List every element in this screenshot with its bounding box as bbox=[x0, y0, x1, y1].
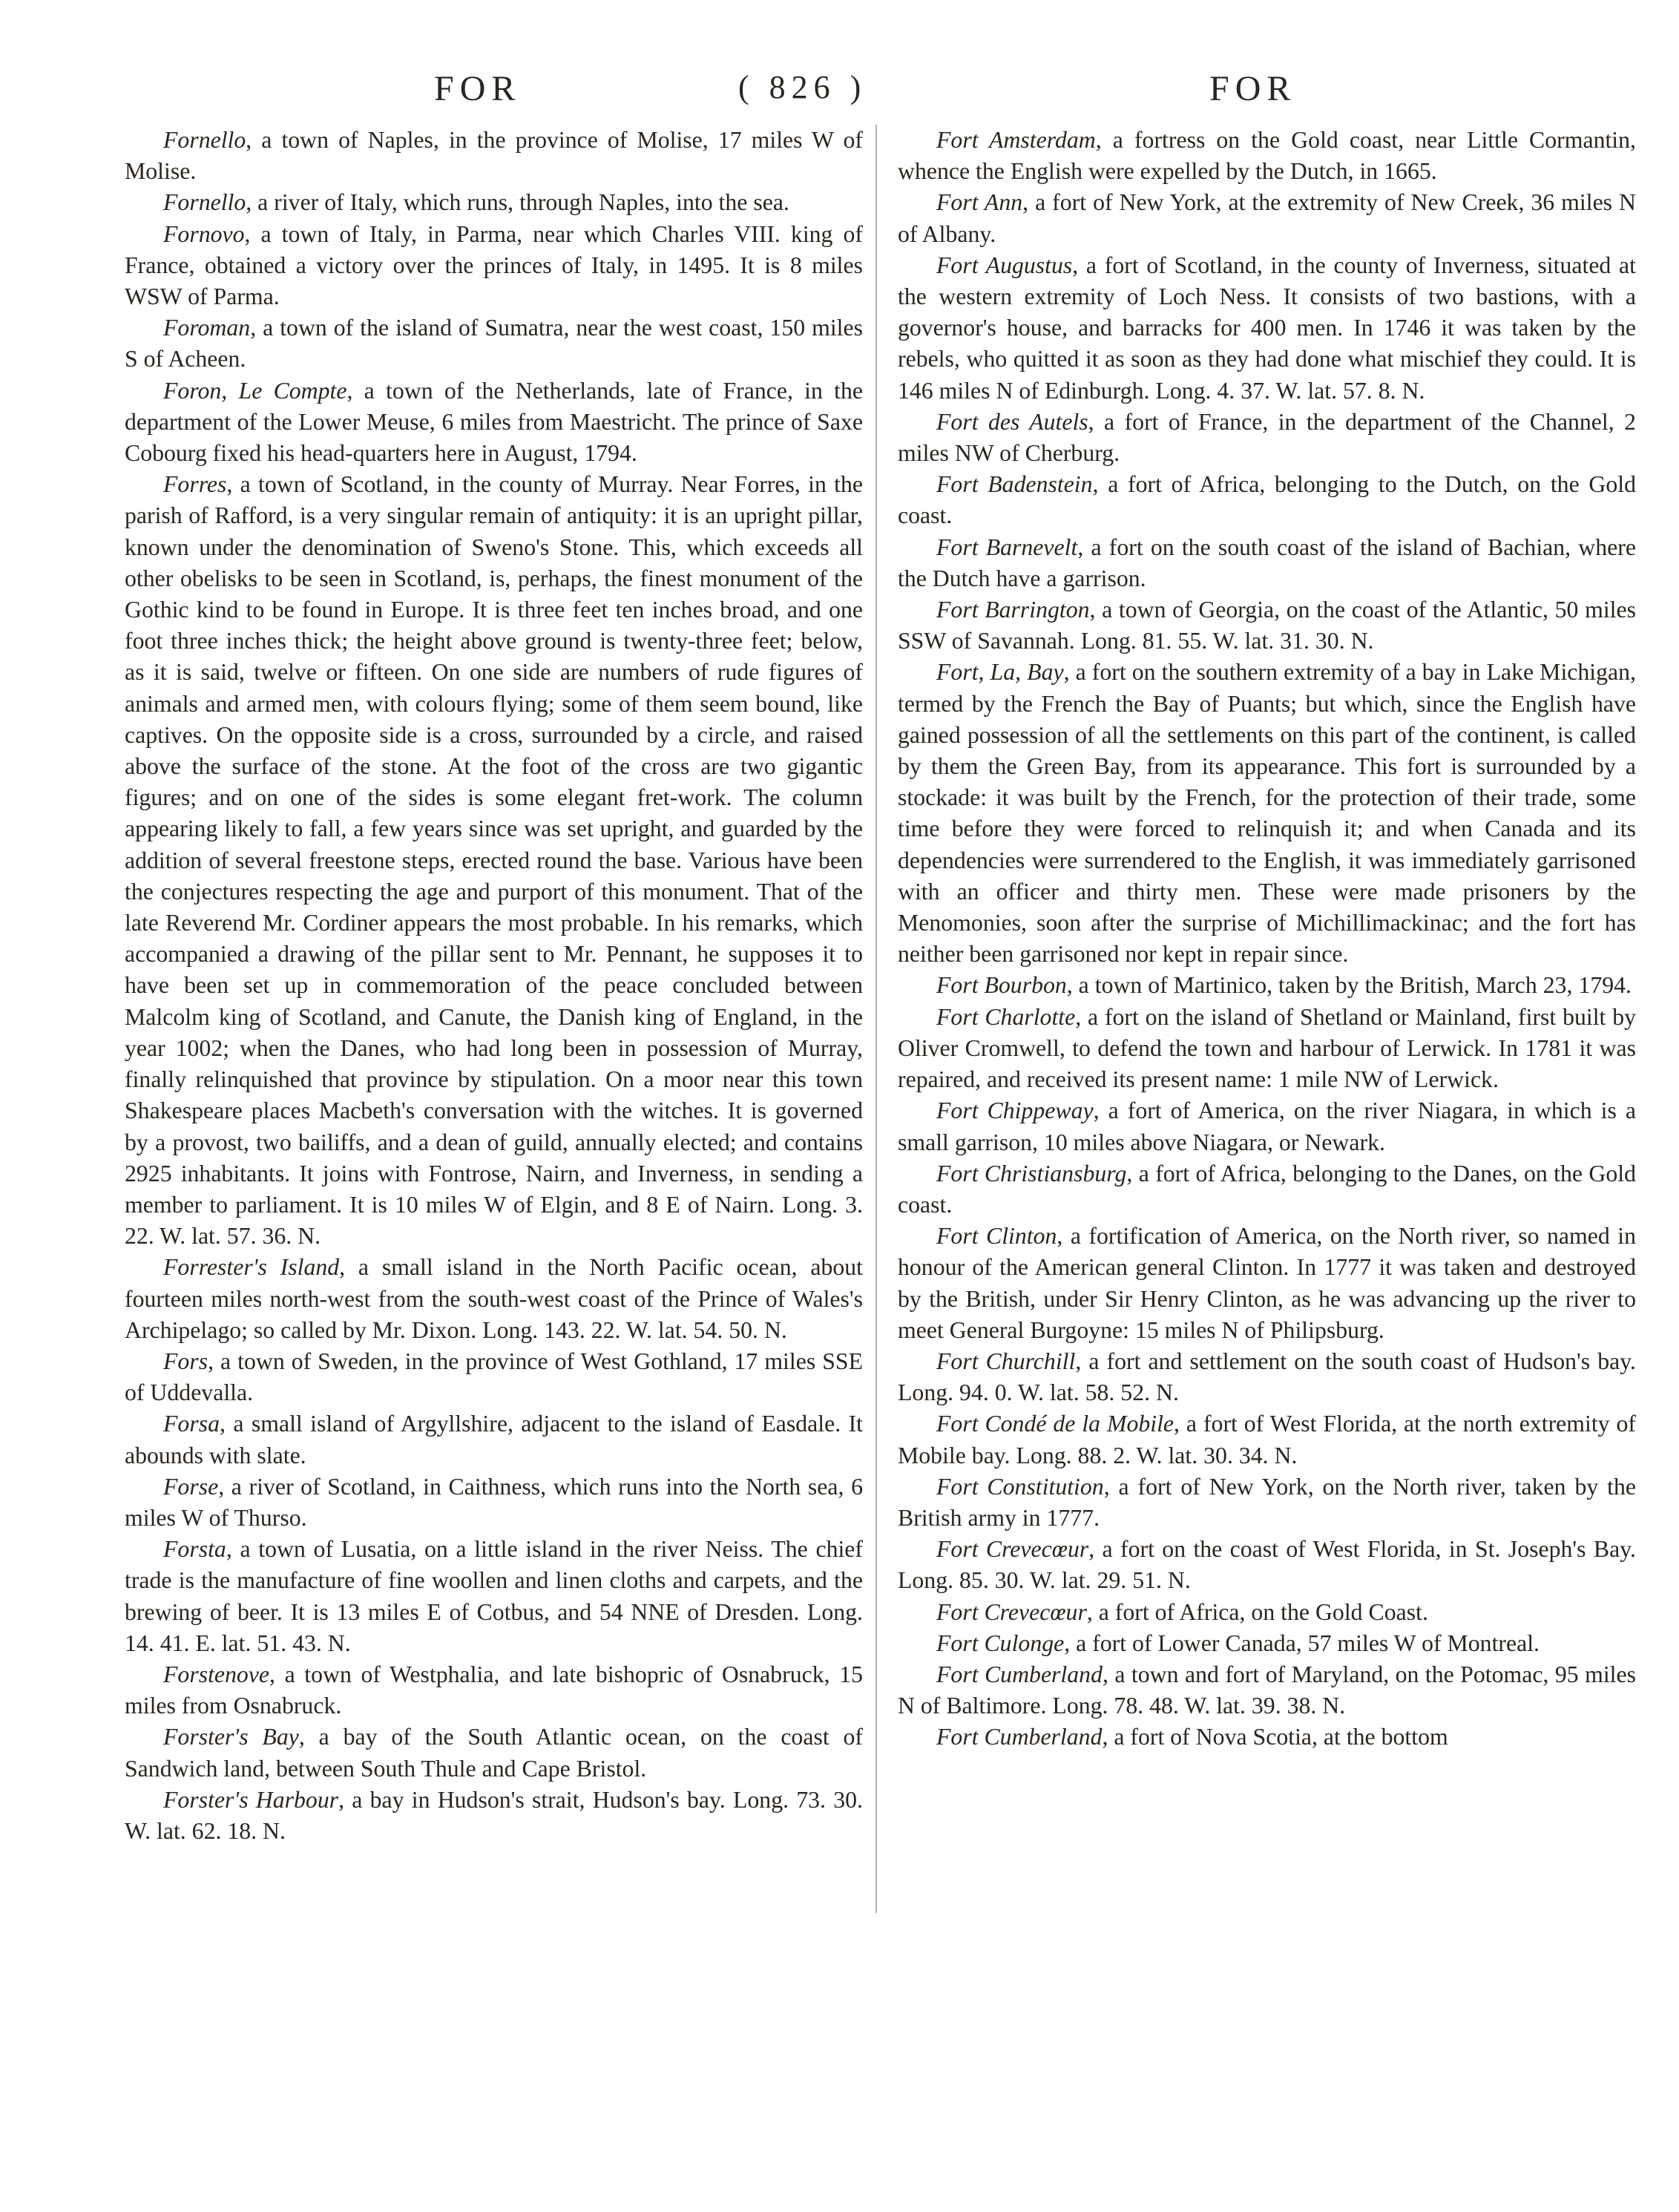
gazetteer-entry bbox=[898, 532, 1636, 594]
entry-description: , a small island of Argyllshire, adjacent to the island of Easdale. It abounds with slate. bbox=[125, 1411, 863, 1468]
entry-headword: Forsta bbox=[163, 1536, 226, 1563]
entry-headword: Forstenove bbox=[163, 1661, 270, 1687]
gazetteer-entry bbox=[125, 1346, 863, 1408]
entry-headword: Fort Badenstein bbox=[936, 471, 1093, 498]
gazetteer-entry bbox=[125, 1408, 863, 1471]
header-left-guide-word: FOR bbox=[434, 69, 522, 108]
gazetteer-entry bbox=[125, 469, 863, 1252]
entry-description: , a fort of Africa, on the Gold Coast. bbox=[1086, 1598, 1428, 1625]
entry-description: , a fort of Africa, belonging to the Dutch, on the Gold coast. bbox=[898, 471, 1636, 529]
entry-description: , a fort of New York, at the extremity of New Creek, 36 miles N of Albany. bbox=[898, 189, 1636, 247]
entry-headword: Fort des Autels bbox=[936, 408, 1088, 435]
entry-headword: Fort Ann bbox=[936, 189, 1023, 216]
entry-headword: Foron, Le Compte bbox=[163, 377, 347, 404]
entry-headword: Fort Barnevelt bbox=[936, 534, 1078, 560]
entry-description: , a fort of Africa, belonging to the Danes, on the Gold coast. bbox=[898, 1160, 1636, 1218]
entry-description: , a fortification of America, on the North river, so named in honour of the American general Clinton. In 1777 it was taken and destroyed by the British, under Sir Henry Clinton, as he was advancing up the river to meet General Burgoyne: 15 miles N of Philipsburg. bbox=[898, 1223, 1636, 1343]
gazetteer-entry bbox=[898, 1095, 1636, 1158]
entry-description: , a fort on the south coast of the island of Bachian, where the Dutch have a garrison. bbox=[898, 534, 1636, 591]
column-divider bbox=[875, 125, 877, 1913]
gazetteer-entry bbox=[898, 1471, 1636, 1534]
gazetteer-entry bbox=[898, 1221, 1636, 1346]
entry-headword: Forres bbox=[163, 471, 227, 498]
entry-description: , a river of Italy, which runs, through Naples, into the sea. bbox=[246, 189, 789, 216]
gazetteer-entry bbox=[125, 1252, 863, 1346]
entry-headword: Fort Constitution bbox=[936, 1473, 1104, 1500]
entry-headword: Fort Cumberland bbox=[936, 1661, 1103, 1687]
entry-headword: Foroman bbox=[163, 315, 251, 341]
entry-headword: Fort Bourbon bbox=[936, 972, 1067, 999]
right-column bbox=[898, 125, 1636, 2173]
left-column bbox=[125, 125, 863, 2173]
gazetteer-entry bbox=[898, 594, 1636, 657]
entry-headword: Forsa bbox=[163, 1411, 220, 1437]
entry-description: , a town and fort of Maryland, on the Potomac, 95 miles N of Baltimore. Long. 78. 48. W. lat. 39. 38. N. bbox=[898, 1661, 1636, 1719]
gazetteer-entry bbox=[125, 219, 863, 313]
entry-description: , a river of Scotland, in Caithness, which runs into the North sea, 6 miles W of Thurso. bbox=[125, 1473, 863, 1531]
entry-description: , a fort of Lower Canada, 57 miles W of Montreal. bbox=[1064, 1630, 1540, 1656]
entry-description: , a town of Lusatia, on a little island in the river Neiss. The chief trade is the manufacture of fine woollen and linen cloths and carpets, and the brewing of beer. It is 13 miles E of Cotbus, and 54 NNE of Dresden. Long. 14. 41. E. lat. 51. 43. N. bbox=[125, 1536, 863, 1656]
gazetteer-entry bbox=[898, 1158, 1636, 1221]
header-right-guide-word: FOR bbox=[1209, 69, 1297, 108]
entry-description: , a bay in Hudson's strait, Hudson's bay. Long. 73. 30. W. lat. 62. 18. N. bbox=[125, 1786, 863, 1844]
entry-headword: Fornello bbox=[163, 189, 246, 216]
gazetteer-entry bbox=[125, 187, 863, 218]
entry-description: , a town of Martinico, taken by the British, March 23, 1794. bbox=[1066, 972, 1632, 999]
entry-headword: Fort Crevecœur bbox=[936, 1598, 1087, 1625]
entry-description: , a fort of West Florida, at the north extremity of Mobile bay. Long. 88. 2. W. lat. 30. 34. N. bbox=[898, 1411, 1636, 1468]
running-header bbox=[126, 68, 1565, 128]
entry-description: , a fort on the southern extremity of a bay in Lake Michigan, termed by the French the Bay of Puants; but which, since the English have gained possession of all the settlements on this part of the continent, is called by them the Green Bay, from its appearance. This fort is surrounded by a stockade: it was built by the French, for the protection of their trade, some time before they were forced to relinquish it; and when Canada and its dependencies were surrendered to the English, it was immediately garrisoned with an officer and thirty men. These were made prisoners by the Menomonies, soon after the surprise of Michillimackinac; and the fort has neither been garrisoned nor kept in repair since. bbox=[898, 659, 1636, 968]
gazetteer-entry bbox=[125, 1659, 863, 1722]
gazetteer-entry bbox=[898, 187, 1636, 249]
entry-headword: Fort Christiansburg bbox=[936, 1160, 1127, 1187]
gazetteer-entry bbox=[125, 125, 863, 187]
gazetteer-entry bbox=[898, 250, 1636, 407]
entry-description: , a town of Westphalia, and late bishopric of Osnabruck, 15 miles from Osnabruck. bbox=[125, 1661, 863, 1719]
entry-description: , a bay of the South Atlantic ocean, on the coast of Sandwich land, between South Thule and Cape Bristol. bbox=[125, 1724, 863, 1782]
gazetteer-entry bbox=[125, 1534, 863, 1659]
entry-headword: Fort, La, Bay bbox=[936, 659, 1064, 686]
gazetteer-entry bbox=[898, 1408, 1636, 1471]
entry-headword: Fors bbox=[163, 1348, 208, 1374]
entry-description: , a fort of France, in the department of the Channel, 2 miles NW of Cherburg. bbox=[898, 408, 1636, 467]
entry-description: , a town of Scotland, in the county of Murray. Near Forres, in the parish of Rafford, is a very singular remain of antiquity: it is an upright pillar, known under the denomination of Sweno's Stone. This, which exceeds all other obelisks to be seen in Scotland, is, perhaps, the finest monument of the Gothic kind to be found in Europe. It is three feet ten inches broad, and one foot three inches thick; the height above ground is twenty-three feet; below, as it is said, twelve or fifteen. On one side are numbers of rude figures of animals and armed men, with colours flying; some of them seem bound, like captives. On the opposite side is a cross, surrounded by a circle, and raised above the surface of the stone. At the foot of the cross are two gigantic figures; and on one of the sides is some elegant fret-work. The column appearing likely to fall, a few years since was set upright, and guarded by the addition of several freestone steps, erected round the base. Various have been the conjectures respecting the age and purport of this monument. That of the late Reverend Mr. Cordiner appears the most probable. In his remarks, which accompanied a drawing of the pillar sent to Mr. Pennant, he supposes it to have been set up in commemoration of the peace concluded between Malcolm king of Scotland, and Canute, the Danish king of England, in the year 1002; when the Danes, who had long been in possession of Murray, finally relinquished that province by stipulation. On a moor near this town Shakespeare places Macbeth's conversation with the witches. It is governed by a provost, two bailiffs, and a dean of guild, annually elected; and contains 2925 inhabitants. It joins with Fontrose, Nairn, and Inverness, in sending a member to parliament. It is 10 miles W of Elgin, and 8 E of Nairn. Long. 3. 22. W. lat. 57. 36. N. bbox=[125, 471, 863, 1250]
entry-description: , a town of Naples, in the province of Molise, 17 miles W of Molise. bbox=[125, 127, 863, 185]
gazetteer-entry bbox=[898, 469, 1636, 531]
entry-description: , a fort on the island of Shetland or Mainland, first built by Oliver Cromwell, to defend the town and harbour of Lerwick. In 1781 it was repaired, and received its present name: 1 mile NW of Lerwick. bbox=[898, 1003, 1636, 1093]
gazetteer-entry bbox=[125, 1785, 863, 1847]
entry-headword: Fornello bbox=[163, 127, 246, 153]
gazetteer-entry bbox=[898, 407, 1636, 469]
entry-headword: Forse bbox=[163, 1473, 219, 1500]
entry-headword: Fort Condé de la Mobile bbox=[936, 1411, 1174, 1437]
entry-headword: Forster's Harbour bbox=[163, 1786, 339, 1813]
entry-headword: Fort Crevecœur bbox=[936, 1536, 1089, 1563]
entry-description: , a fortress on the Gold coast, near Little Cormantin, whence the English were expelled by the Dutch, in 1665. bbox=[898, 127, 1636, 185]
entry-description: , a town of the island of Sumatra, near the west coast, 150 miles S of Acheen. bbox=[125, 315, 863, 373]
entry-description: , a town of the Netherlands, late of France, in the department of the Lower Meuse, 6 miles from Maestricht. The prince of Saxe Cobourg fixed his head-quarters here in August, 1794. bbox=[125, 377, 863, 467]
gazetteer-entry bbox=[898, 1722, 1636, 1753]
gazetteer-entry bbox=[898, 657, 1636, 970]
entry-headword: Fort Charlotte bbox=[936, 1003, 1076, 1030]
gazetteer-entry bbox=[898, 1346, 1636, 1408]
entry-headword: Forrester's Island bbox=[163, 1254, 340, 1281]
entry-headword: Fort Churchill bbox=[936, 1348, 1076, 1374]
gazetteer-entry bbox=[125, 375, 863, 470]
gazetteer-entry bbox=[898, 125, 1636, 187]
gazetteer-entry bbox=[898, 970, 1636, 1001]
entry-headword: Fort Augustus bbox=[936, 252, 1073, 278]
entry-headword: Fort Amsterdam bbox=[936, 127, 1096, 153]
gazetteer-entry bbox=[125, 312, 863, 375]
gazetteer-entry bbox=[898, 1597, 1636, 1628]
gazetteer-entry bbox=[898, 1628, 1636, 1659]
gazetteer-entry bbox=[125, 1722, 863, 1784]
entry-description: , a town of Italy, in Parma, near which Charles VIII. king of France, obtained a victory over the princes of Italy, in 1495. It is 8 miles WSW of Parma. bbox=[125, 220, 863, 310]
entry-headword: Fort Culonge bbox=[936, 1630, 1065, 1656]
entry-headword: Fort Barrington bbox=[936, 597, 1090, 623]
entry-description: , a fort and settlement on the south coast of Hudson's bay. Long. 94. 0. W. lat. 58. 52. N. bbox=[898, 1348, 1636, 1406]
entry-description: , a fort of New York, on the North river, taken by the British army in 1777. bbox=[898, 1473, 1636, 1531]
entry-description: , a town of Sweden, in the province of West Gothland, 17 miles SSE of Uddevalla. bbox=[125, 1348, 863, 1406]
entry-description: , a fort of America, on the river Niagara, in which is a small garrison, 10 miles above Niagara, or Newark. bbox=[898, 1097, 1636, 1155]
gazetteer-entry bbox=[898, 1659, 1636, 1722]
entry-headword: Fort Clinton bbox=[936, 1223, 1057, 1250]
page-number: ( 826 ) bbox=[738, 69, 867, 105]
gazetteer-entry bbox=[898, 1534, 1636, 1596]
entry-description: , a town of Georgia, on the coast of the Atlantic, 50 miles SSW of Savannah. Long. 81. 55. W. lat. 31. 30. N. bbox=[898, 597, 1636, 654]
gazetteer-entry bbox=[898, 1002, 1636, 1096]
entry-description: , a small island in the North Pacific ocean, about fourteen miles north-west from the south-west coast of the Prince of Wales's Archipelago; so called by Mr. Dixon. Long. 143. 22. W. lat. 54. 50. N. bbox=[125, 1254, 863, 1343]
entry-description: , a fort on the coast of West Florida, in St. Joseph's Bay. Long. 85. 30. W. lat. 29. 51. N. bbox=[898, 1536, 1636, 1594]
entry-headword: Fort Cumberland bbox=[936, 1724, 1103, 1750]
entry-description: , a fort of Scotland, in the county of Inverness, situated at the western extremity of Loch Ness. It consists of two bastions, with a governor's house, and barracks for 400 men. In 1746 it was taken by the rebels, who quitted it as soon as they had done what mischief they could. It is 146 miles N of Edinburgh. Long. 4. 37. W. lat. 57. 8. N. bbox=[898, 252, 1636, 404]
entry-headword: Fornovo bbox=[163, 220, 245, 247]
entry-headword: Fort Chippeway bbox=[936, 1097, 1094, 1124]
entry-description: , a fort of Nova Scotia, at the bottom bbox=[1102, 1724, 1448, 1750]
gazetteer-entry bbox=[125, 1471, 863, 1534]
entry-headword: Forster's Bay bbox=[163, 1724, 299, 1750]
